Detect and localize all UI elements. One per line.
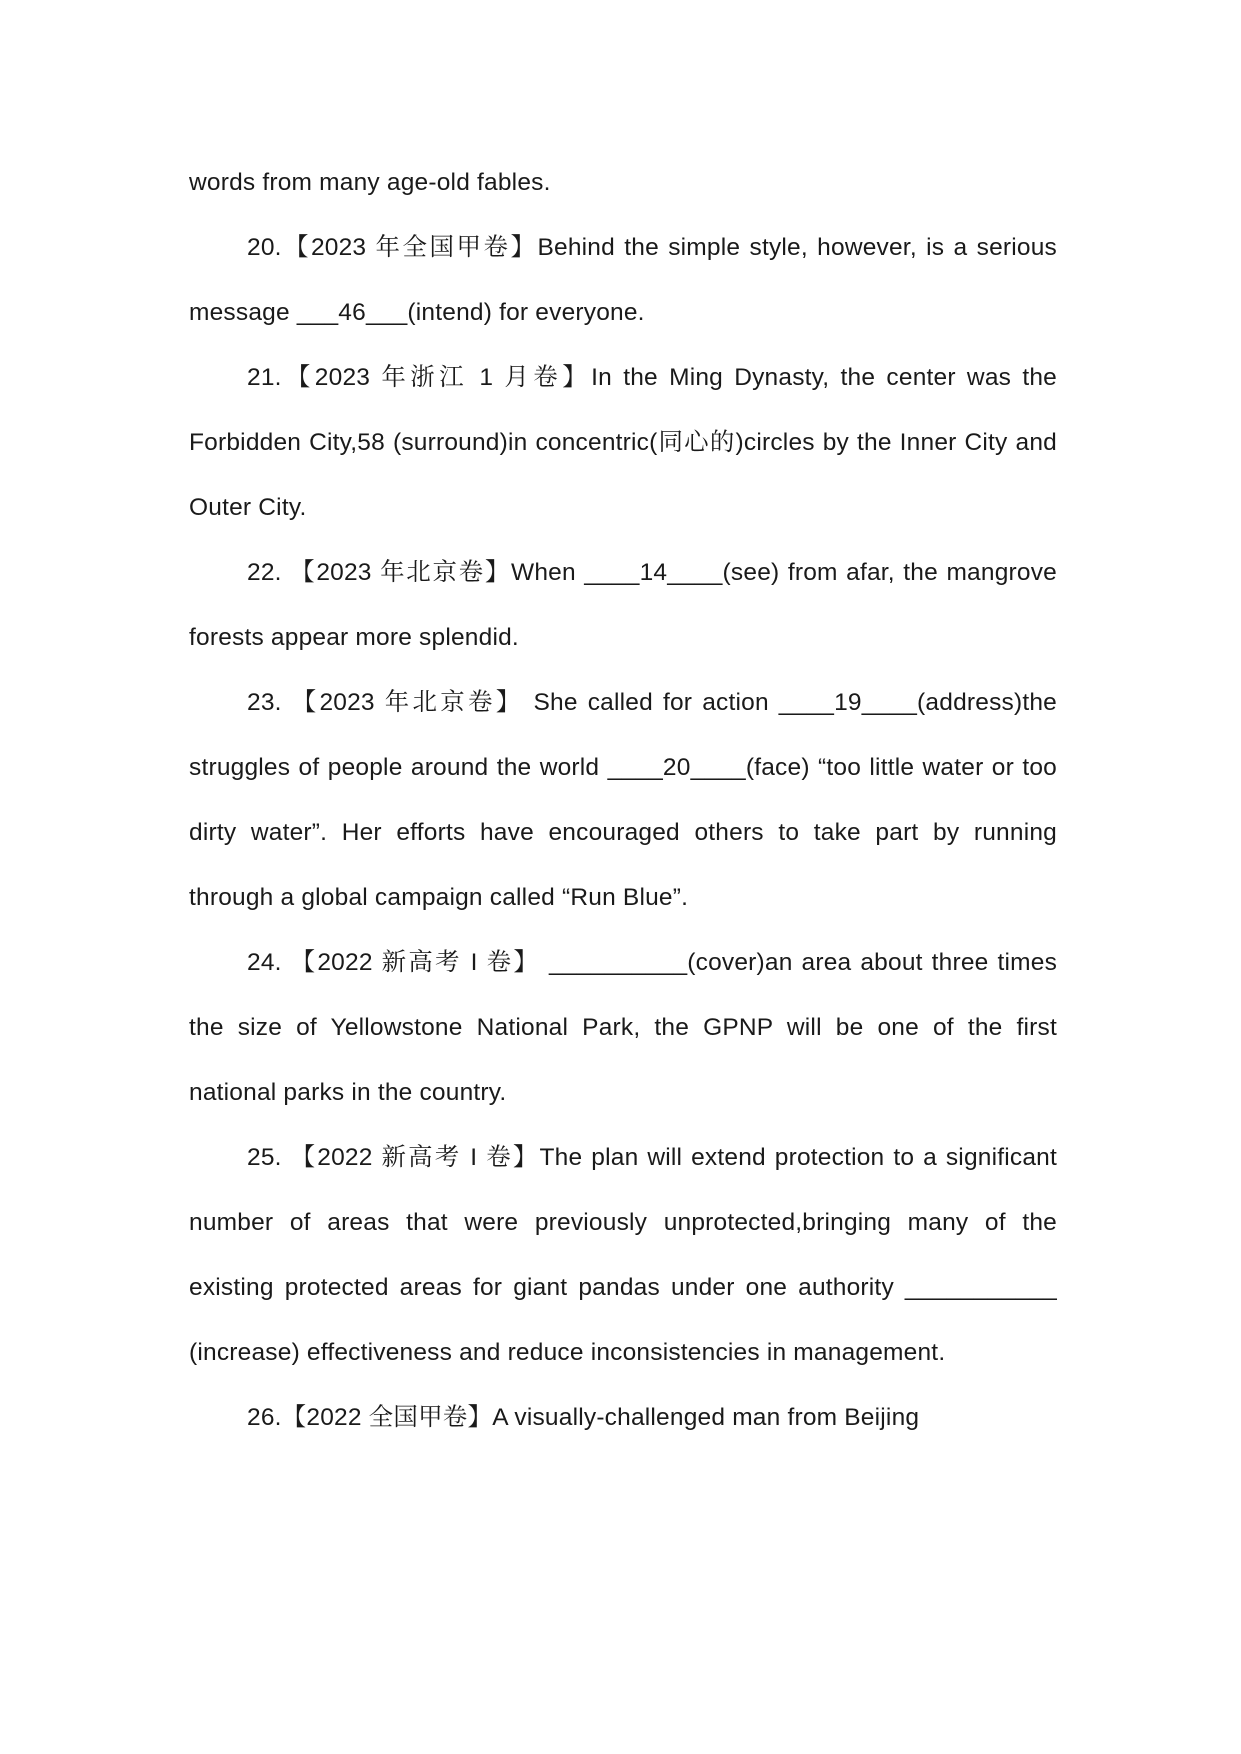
item-text: __________(cover)an area about three times the size of Yellowstone National Park, the GPNP will be one of the first national parks in the country. (189, 949, 1065, 1106)
item-text: A visually-challenged man from Beijing (492, 1404, 920, 1431)
exercise-item-26 (189, 1385, 1057, 1450)
item-text: The plan will extend protection to a significant number of areas that were previously unprotected,bringing many of the existing protected areas for giant pandas under one authority ___________ (increase) effectiveness and reduce inconsistencies in management. (189, 1144, 1065, 1366)
item-source: 【2022 全国甲卷】 (281, 1404, 493, 1431)
item-number: 26. (247, 1404, 282, 1431)
item-number: 20. (247, 234, 282, 261)
item-source: 【2023 年北京卷】 (290, 559, 512, 586)
item-source: 【2023 年全国甲卷】 (281, 234, 538, 261)
item-number: 24. (247, 949, 282, 976)
continuation-paragraph (189, 150, 1057, 215)
item-number: 23. (247, 689, 282, 716)
exercise-item-20 (189, 215, 1065, 345)
document-page (189, 150, 1065, 1450)
item-number: 22. (247, 559, 282, 586)
item-text: She called for action ____19____(address)the struggles of people around the world ____20____(face) “too little water or too dirty water”. Her efforts have encouraged others to take part by running through a global campaign called “Run Blue”. (189, 689, 1065, 911)
item-source: 【2023 年北京卷】 (291, 689, 524, 716)
exercise-item-24 (189, 930, 1065, 1125)
item-number: 21. (247, 364, 282, 391)
exercise-item-23 (189, 670, 1065, 930)
item-source: 【2022 新高考 I 卷】 (290, 1144, 540, 1171)
exercise-item-22 (189, 540, 1065, 670)
continuation-text: words from many age-old fables. (189, 169, 551, 196)
item-text: In the Ming Dynasty, the center was the Forbidden City,58 (surround)in concentric(同心的)circles by the Inner City and Outer City. (189, 364, 1065, 521)
item-text: Behind the simple style, however, is a serious message ___46___(intend) for everyone. (189, 234, 1065, 326)
item-source: 【2022 新高考 I 卷】 (290, 949, 541, 976)
item-text: When ____14____(see) from afar, the mangrove forests appear more splendid. (189, 559, 1065, 651)
item-source: 【2023 年浙江 1 月卷】 (281, 364, 592, 391)
exercise-item-25 (189, 1125, 1065, 1385)
exercise-item-21 (189, 345, 1065, 540)
item-number: 25. (247, 1144, 282, 1171)
